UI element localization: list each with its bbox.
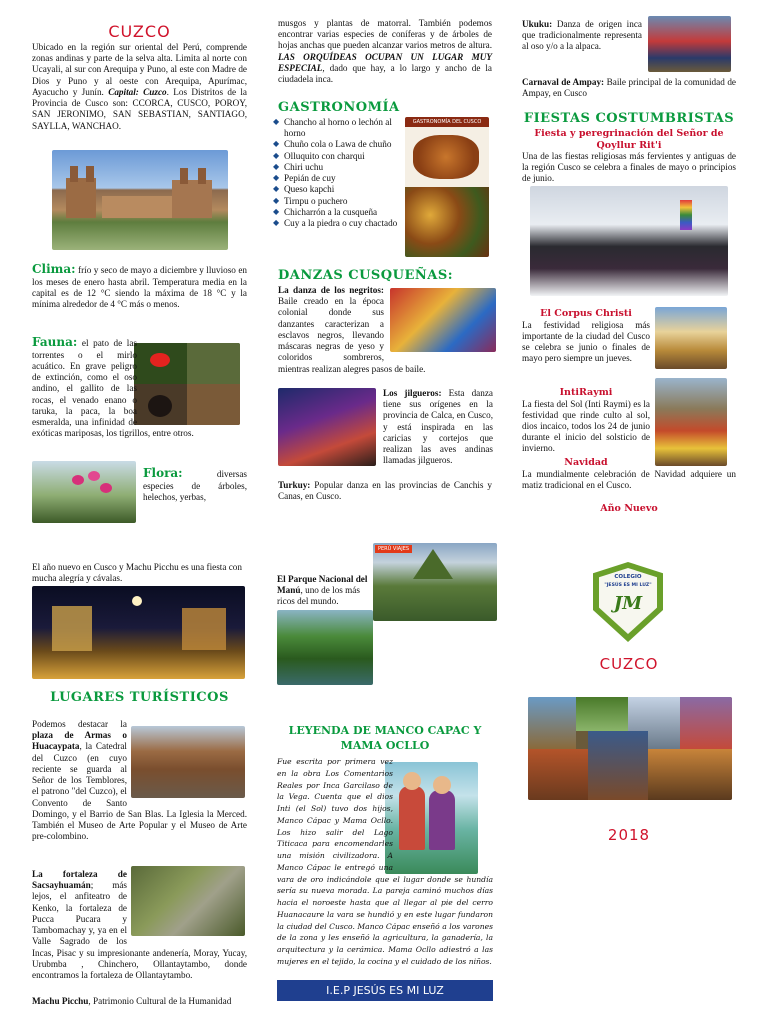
dish-item: ◆ Olluquito con charqui — [273, 151, 401, 162]
corpus-christi-image — [655, 307, 727, 369]
inti-section — [522, 387, 650, 455]
ampay-text: Baile principal de la comunidad de Ampay, en Cusco — [522, 77, 737, 99]
lugares-pre: Podemos destacar la — [32, 719, 127, 729]
intro-text: Ubicado en la región sur oriental del Perú, comprende zonas andinas y parte de la selva alta. Limita al norte con Ucayali, al sur con Arequipa y Puno, al este con Madre de Dios y Puno y al oeste con Arequipa, Apurímac, Ayacucho y Junín. — [32, 42, 247, 97]
manu-paragraph — [277, 574, 369, 608]
sacsayhuaman-text: ; más lejos, el anfiteatro de Kenko, la fortaleza de Pucca Pucara y Tambomachay y, ya en el Valle Sagrado de los Incas, Pisac y su impresionante andenería, Moray, Yucay, Urubmba , Chinchero, Ollantaytambo, donde encontramos la fortaleza de Ollantaytambo. — [32, 880, 247, 980]
turkuy-label: Turkuy: — [278, 480, 311, 490]
machu-picchu-image — [373, 543, 497, 621]
negritos-label: La danza de los negritos: — [278, 285, 384, 295]
page-title: CUZCO — [108, 22, 171, 41]
school-banner: I.E.P JESÚS ES MI LUZ — [277, 980, 493, 1001]
sacsayhuaman-label: La fortaleza de Sacsayhuamán — [32, 869, 127, 891]
negritos-text: Baile creado en la época colonial donde sus danzantes caracterizan a esclavos negros, llevando máscaras negras de yeso y coloridos sombreros, mientras realizan alegres pasos de baile. — [278, 296, 426, 374]
school-logo — [593, 562, 663, 644]
inti-raymi-image — [655, 378, 727, 466]
turkuy-text: Popular danza en las provincias de Canchis y Canas, en Cusco. — [278, 480, 492, 502]
intro-paragraph — [32, 42, 247, 132]
anonuevo-heading: Año Nuevo — [600, 503, 658, 514]
anonuevo-text: El año nuevo en Cusco y Machu Picchu es una fiesta con mucha alegría y cávalas. — [32, 562, 242, 584]
back-cover-title: CUZCO — [599, 655, 659, 673]
fauna-text: el pato de las torrentes o el mirlo acuático. En grave peligro de extinción, como el oso andino, el gallito de las rocas, el venado enano o taruka, la paca, la boa esmeralda, una infinidad de exóticas mariposas, los tigrillos, entre otros. — [32, 338, 194, 439]
leyenda-paragraph — [277, 756, 493, 968]
qoyllur-text: Una de las fiestas religiosas más fervientes y antiguas de la región Cusco se celebra a finales de mayo o principios de junio. — [522, 151, 736, 184]
manu-park-image — [277, 610, 373, 685]
cusco-collage-image — [528, 697, 732, 800]
ukuku-dance-image — [648, 16, 731, 72]
gastronomia-image-label: GASTRONOMÍA DEL CUSCO — [405, 117, 489, 127]
ampay-paragraph — [522, 77, 736, 99]
machu-picchu-paragraph — [32, 996, 247, 1007]
gastronomia-list — [273, 117, 401, 229]
logo-initials: JM — [613, 593, 643, 614]
jilgueros-dance-image — [278, 388, 376, 466]
dish-item: ◆ Chancho al horno o lechón al horno — [273, 117, 401, 139]
inti-heading: IntiRaymi — [559, 387, 613, 398]
fauna-paragraph — [32, 335, 247, 439]
ukuku-text: Danza de origen inca que tradicionalmente representa al oso y/o a la alpaca. — [522, 19, 642, 52]
lugares-heading: LUGARES TURÍSTICOS — [50, 690, 229, 705]
ukuku-label: Ukuku: — [522, 19, 553, 29]
turkuy-paragraph — [278, 480, 492, 502]
clima-paragraph — [32, 262, 247, 310]
dish-item: ◆ Chiri uchu — [273, 162, 401, 173]
corpus-heading: El Corpus Christi — [540, 308, 632, 319]
fiestas-heading: FIESTAS COSTUMBRISTAS — [523, 111, 735, 126]
capital-text: . Los Distritos de la Provincia de Cusco son: CCORCA, CUSCO, POROY, SAN JERONIMO, SAN SEBASTIAN, SANTIAGO, SAYLLA, WANCHAO. — [32, 86, 248, 131]
dish-item: ◆ Cuy a la piedra o cuy chactado — [273, 218, 401, 229]
corpus-section — [522, 308, 650, 364]
lugares-paragraph — [32, 719, 247, 842]
navidad-heading: Navidad — [564, 457, 608, 468]
clima-label: Clima: — [32, 262, 76, 276]
orchids-rest: , dado que hay, a lo largo y ancho de la ciudadela inca. — [278, 62, 492, 85]
flora-orchid-image — [32, 461, 136, 523]
danzas-heading: DANZAS CUSQUEÑAS: — [278, 268, 454, 283]
logo-middle-text: "JESÚS ES MI LUZ" — [604, 583, 652, 588]
gastronomia-heading: GASTRONOMÍA — [278, 100, 400, 115]
manu-text: , uno de los más ricos del mundo. — [277, 585, 360, 607]
jilgueros-paragraph — [383, 388, 493, 467]
logo-top-text: COLEGIO — [614, 574, 642, 580]
leyenda-heading: LEYENDA DE MANCO CAPAC Y MAMA OCLLO — [288, 724, 482, 752]
orchids-paragraph — [278, 18, 492, 85]
fauna-label: Fauna: — [32, 335, 78, 349]
dish-item: ◆ Queso kapchi — [273, 184, 401, 195]
orchids-emphasis: LAS ORQUÍDEAS OCUPAN UN LUGAR MUY ESPECIAL — [278, 51, 492, 73]
capital-label: Capital: Cuzco — [108, 86, 167, 97]
flora-paragraph — [143, 466, 247, 503]
lugares-text: , la Catedral del Cuzco (en cuyo reciente se guarda al Señor de los Temblores, el patrono "del Cuzco), el Convento de Santo Domingo, y el Barrio de San Blas. La Iglesia la Merced. También el Museo de Arte Popular y el Museo de Arte pre-colombino. — [32, 741, 247, 842]
dish-item: ◆ Chuño cola o Lawa de chuño — [273, 139, 401, 150]
year-label: 2018 — [607, 826, 651, 844]
qoyllur-heading: Fiesta y peregrinación del Señor de Qoyllur Rit'i — [534, 128, 724, 151]
jilgueros-text: Esta danza tiene sus orígenes en la provincia de Calca, en Cusco, y está inspirada en las caricias y cortejos que realizan las aves andinas llamadas jilgueros. — [383, 388, 493, 466]
flora-text: diversas especies de árboles, helechos, yerbas, — [143, 469, 247, 502]
cusco-night-image — [32, 586, 245, 679]
jilgueros-label: Los jilgueros: — [383, 388, 442, 398]
machu-picchu-label: Machu Picchu — [32, 996, 89, 1006]
orchids-text: musgos y plantas de matorral. También podemos encontrar varias especies de coníferas y de árboles de hojas anchas que pueden alcanzar varios metros de altura. — [278, 18, 492, 51]
machu-picchu-text: , Patrimonio Cultural de la Humanidad — [88, 996, 232, 1006]
ukuku-paragraph — [522, 19, 642, 53]
qoyllur-pilgrimage-image — [530, 186, 728, 296]
corpus-text: La festividad religiosa más importante de la ciudad del Cusco se celebra se junio o finales de mayo pero siempre un jueves. — [522, 319, 650, 364]
dish-item: ◆ Tirnpu o puchero — [273, 196, 401, 207]
negritos-paragraph — [278, 285, 494, 375]
ampay-label: Carnaval de Ampay: — [522, 77, 605, 87]
manu-label: El Parque Nacional del Manú — [277, 574, 368, 596]
gastronomia-image — [405, 117, 489, 257]
plaza-de-armas-image — [52, 150, 228, 250]
lugares-bold: plaza de Armas o Huacaypata — [32, 730, 127, 752]
flora-label: Flora: — [143, 466, 183, 480]
sacsayhuaman-paragraph — [32, 869, 247, 981]
navidad-text: La mundialmente celebración de Navidad adquiere un matiz tradicional en el Cusco. — [522, 469, 736, 491]
image-badge: PERÚ VIAJES — [375, 545, 412, 553]
dish-item: ◆ Pepián de cuy — [273, 173, 401, 184]
leyenda-text: Fue escrita por primera vez en la obra Los Comentarios Reales por Inca Garcilaso de la Vega. Cuenta que el dios Inti (el Sol) tuvo dos hijos, Manco Cápac y Mama Ocllo. Los hizo salir del Lago Titicaca para encomendarles una misión civilizadora. A Manco Cápac le entregó una vara de oro indicándole que el lugar donde se hundía sería su nueva morada. La pareja caminó muchos días hacia el noroeste hasta que al llegar al pie del cerro Huanacaure la vara se hundió y en este lugar fundaron la ciudad del Cusco. Manco Cápac enseñó a los varones de la zona y les enseñó la agricultura, la ganadería, la arquitectura y la cerámica. Mama Ocllo adiestró a las mujeres en el tejido, la cocina y el cuidado de los niños. — [277, 757, 493, 967]
clima-text: frío y seco de mayo a diciembre y lluvioso en los meses de enero hasta abril. Temperatura media en la capital es de 12 °C siendo la máxima de 18 °C y la mínima alrededor de 4 °C más o menos. — [32, 265, 247, 310]
dish-item: ◆ Chicharrón a la cusqueña — [273, 207, 401, 218]
inti-text: La fiesta del Sol (Inti Raymi) es la festividad que rinde culto al sol, dios incaico, todos los 24 de junio durante el inicio del solsticio de invierno. — [522, 398, 650, 454]
